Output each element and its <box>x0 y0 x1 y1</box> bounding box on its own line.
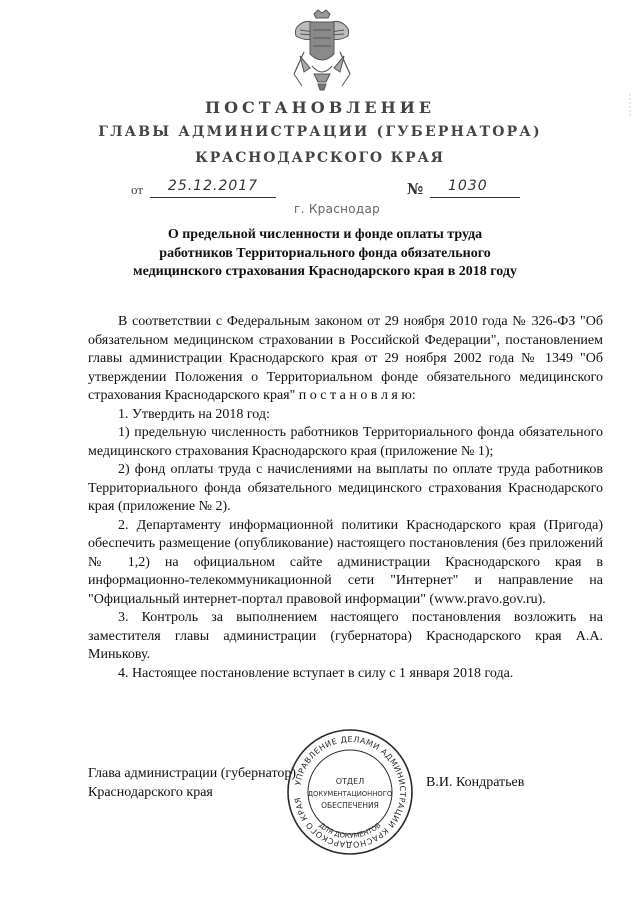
item-4-paragraph: 4. Настоящее постановление вступает в силу с 1 января 2018 года. <box>118 665 514 681</box>
item-2-paragraph: 2. Департаменту информационной политики Краснодарского края (Пригода) обеспечить размещение (опубликование) настоящего постановления (без приложений № 1,2) на официальном сайте администрации Краснодарского края в информационно-телекоммуникационной сети "Интернет" и направление на "Официальный интернет-портал правовой информации" (www.pravo.gov.ru). <box>88 517 603 607</box>
item-1-2-paragraph: 2) фонд оплаты труда с начислениями на выплаты по оплате труда работников Территориального фонда обязательного медицинского страхования Краснодарского края (приложение № 2). <box>88 462 603 514</box>
item-1-paragraph: 1. Утвердить на 2018 год: <box>118 406 270 422</box>
scan-edge-mark <box>628 92 636 120</box>
preamble-paragraph: В соответствии с Федеральным законом от 29 ноября 2010 года № 326-ФЗ "Об обязательном медицинском страховании в Российской Федерации", постановлением главы администрации Краснодарского края от 29 ноября 2002 года № 1349 "Об утверждении Положения о Территориальном фонде обязательного медицинского страхования Краснодарского края" п о с т а н о в л я ю: <box>88 314 603 403</box>
title-line: работников Территориального фонда обязательного <box>159 245 491 261</box>
number-underline <box>430 197 520 198</box>
signatory-position <box>88 765 296 802</box>
issuer-heading: ГЛАВЫ АДМИНИСТРАЦИИ (ГУБЕРНАТОРА) <box>98 124 542 140</box>
city-label: г. Краснодар <box>294 202 381 216</box>
number-sign: № <box>407 180 424 198</box>
title-line: О предельной численности и фонде оплаты труда <box>167 227 483 242</box>
item-1-1-paragraph: 1) предельную численность работников Территориального фонда обязательного медицинского страхования Краснодарского края (приложение № 1); <box>88 425 603 459</box>
document-number: 1030 <box>448 178 488 194</box>
date-underline <box>150 197 276 198</box>
document-date: 25.12.2017 <box>167 178 259 194</box>
title-line: медицинского страхования Краснодарского края в 2018 году <box>133 264 517 279</box>
document-body <box>88 313 603 683</box>
signatory-position-line: Краснодарского края <box>88 784 213 800</box>
signatory-name: В.И. Кондратьев <box>426 775 525 790</box>
stamp-center-line: ОТДЕЛ <box>335 777 365 786</box>
signatory-position-line: Глава администрации (губернатор) <box>88 766 297 781</box>
region-heading: КРАСНОДАРСКОГО КРАЯ <box>195 150 445 166</box>
office-stamp <box>284 726 416 858</box>
item-3-paragraph: 3. Контроль за выполнением настоящего постановления возложить на заместителя главы администрации (губернатора) Краснодарского края А.А. Минькову. <box>88 610 603 662</box>
document-title <box>110 226 540 282</box>
stamp-bottom-text: ДЛЯ ДОКУМЕНТОВ <box>317 821 383 841</box>
stamp-center-line: ОБЕСПЕЧЕНИЯ <box>321 801 379 810</box>
stamp-ring-text: УПРАВЛЕНИЕ ДЕЛАМИ АДМИНИСТРАЦИИ КРАСНОДАРСКОГО КРАЯ <box>293 734 408 850</box>
stamp-center-line: ДОКУМЕНТАЦИОННОГО <box>307 790 393 798</box>
date-prefix: от <box>131 182 144 197</box>
document-type-heading: ПОСТАНОВЛЕНИЕ <box>204 98 436 117</box>
coat-of-arms-emblem <box>290 8 354 92</box>
